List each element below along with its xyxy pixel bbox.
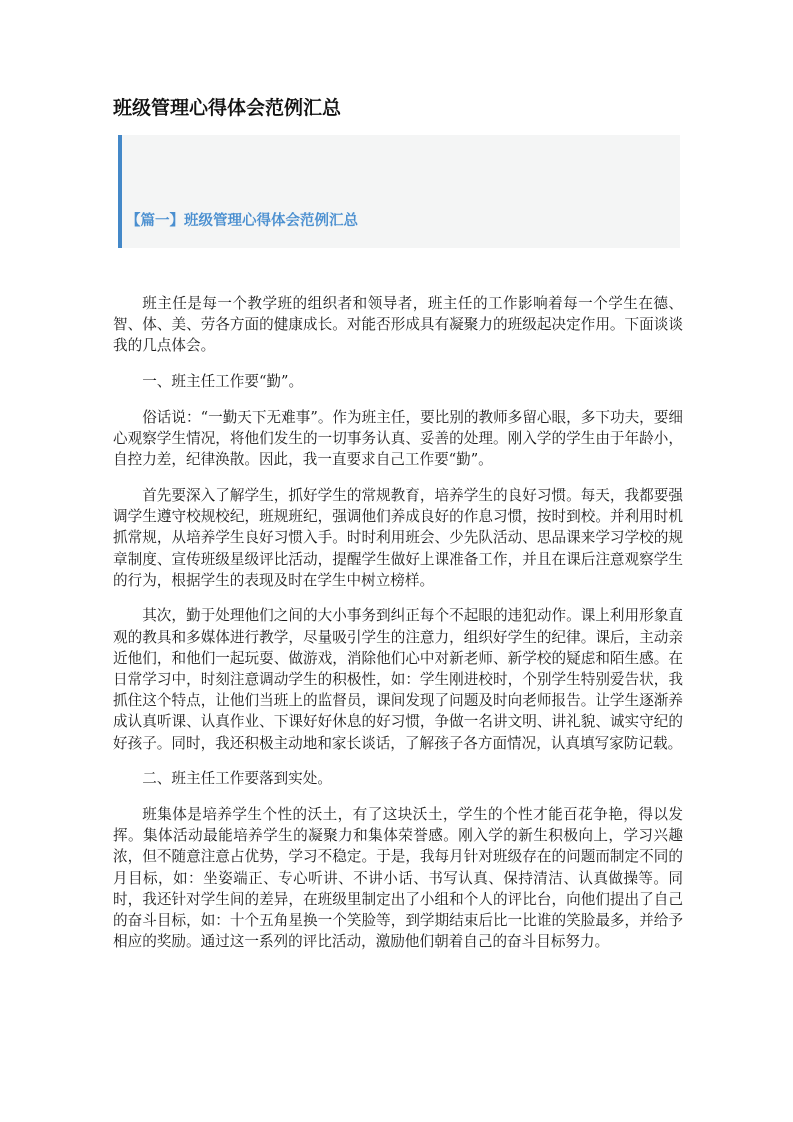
paragraph-intro: 班主任是每一个教学班的组织者和领导者，班主任的工作影响着每一个学生在德、智、体、美、劳各方面的健康成长。对能否形成具有凝聚力的班级起决定作用。下面谈谈我的几点体会。 [113,295,683,355]
section-heading-2: 二、班主任工作要落到实处。 [142,770,332,788]
article-body [113,293,683,967]
paragraph: 首先要深入了解学生，抓好学生的常规教育，培养学生的良好习惯。每天，我都要强调学生遵守校规校纪，班规班纪，强调他们养成良好的作息习惯，按时到校。并利用时机抓常规，从培养学生良好习惯入手。时时利用班会、少先队活动、思品课来学习学校的规章制度、宣传班级星级评比活动，提醒学生做好上课准备工作，并且在课后注意观察学生的行为，根据学生的表现及时在学生中树立榜样。 [113,486,683,589]
paragraph: 其次，勤于处理他们之间的大小事务到纠正每个不起眼的违犯动作。课上利用形象直观的教具和多媒体进行教学，尽量吸引学生的注意力，组织好学生的纪律。课后，主动亲近他们，和他们一起玩耍、做游戏，消除他们心中对新老师、新学校的疑虑和陌生感。在日常学习中，时刻注意调动学生的积极性，如：学生刚进校时，个别学生特别爱告状，我抓住这个特点，让他们当班上的监督员，课间发现了问题及时向老师报告。让学生逐渐养成认真听课、认真作业、下课好好休息的好习惯，争做一名讲文明、讲礼貌、诚实守纪的好孩子。同时，我还积极主动地和家长谈话，了解孩子各方面情况，认真填写家防记载。 [113,607,683,752]
section-callout [118,135,680,248]
paragraph: 俗话说：“一勤天下无难事”。作为班主任，要比别的教师多留心眼，多下功夫，要细心观察学生情况，将他们发生的一切事务认真、妥善的处理。刚入学的学生由于年龄小，自控力差，纪律涣散。因此，我一直要求自己工作要“勤”。 [113,408,683,469]
section-heading-1: 一、班主任工作要“勤”。 [142,373,304,391]
page-title: 班级管理心得体会范例汇总 [113,97,342,119]
section-title: 【篇一】班级管理心得体会范例汇总 [126,212,358,229]
paragraph: 班集体是培养学生个性的沃土，有了这块沃土，学生的个性才能百花争艳，得以发挥。集体活动最能培养学生的凝聚力和集体荣誉感。刚入学的新生积极向上，学习兴趣浓，但不随意注意占优势，学习不稳定。于是，我每月针对班级存在的问题而制定不同的月目标，如：坐姿端正、专心听讲、不讲小话、书写认真、保持清洁、认真做操等。同时，我还针对学生间的差异，在班级里制定出了小组和个人的评比台，向他们提出了自己的奋斗目标，如：十个五角星换一个笑脸等，到学期结束后比一比谁的笑脸最多，并给予相应的奖励。通过这一系列的评比活动，激励他们朝着自己的奋斗目标努力。 [113,806,683,951]
